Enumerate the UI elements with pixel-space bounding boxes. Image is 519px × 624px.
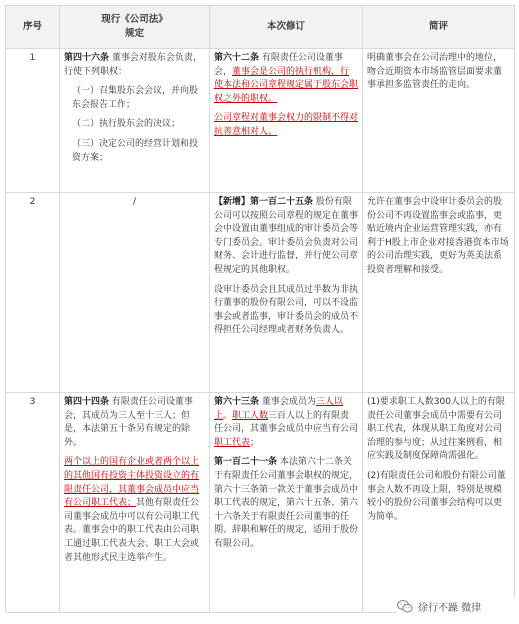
article-text: 股份有限公司可以按照公司章程的规定在董事会中设置由董事组成的审计委员会等专门委员会。审计委员会负责对公司财务、会计进行监督，并行使公司章程规定的其他职权。 — [214, 197, 359, 275]
article-paragraph — [214, 196, 358, 278]
article-text: 三百人以上的有限责任公司，其董事会成员中应当有公司 — [214, 410, 359, 435]
article-text: ； — [250, 437, 260, 448]
article-number: 第一百二十一条 — [214, 457, 278, 468]
article-paragraph — [214, 52, 358, 106]
row-number: 3 — [6, 393, 60, 613]
new-tag: 【新增】 — [214, 197, 251, 207]
article-number: 第四十六条 — [64, 53, 110, 63]
header-current-line1: 现行《公司法》 — [101, 14, 168, 26]
table-header-row — [6, 6, 515, 49]
revised-cell — [210, 393, 363, 613]
current-law-cell — [60, 393, 210, 613]
row-number: 1 — [6, 49, 60, 193]
header-current-line2: 规定 — [124, 28, 144, 39]
list-item: （一）召集股东会会议，并向股东会报告工作； — [72, 86, 199, 110]
revised-cell — [210, 49, 363, 193]
table-row — [6, 49, 515, 193]
article-paragraph — [214, 112, 358, 139]
article-number: 第六十二条 — [214, 53, 260, 63]
article-paragraph — [64, 396, 205, 450]
highlighted-change: 董事会是公司的执行机构，行使本法和公司章程规定属于股东会职权之外的职权。 — [214, 66, 359, 104]
article-paragraph — [214, 396, 358, 450]
highlighted-change: 公司章程对董事会权力的限制不得对抗善意相对人。 — [214, 113, 359, 137]
table-row — [6, 393, 515, 613]
watermark-text: 徐行不躁 微律 — [418, 602, 482, 614]
article-text: 。 — [223, 410, 233, 421]
list-item: （三）决定公司的经营计划和投资方案； — [72, 138, 199, 163]
article-paragraph: 设审计委员会且其成员过半数为非执行董事的股份有限公司，可以不设监事会或者监事，审计委员会的成员不得担任公司经理或者财务负责人。 — [214, 284, 359, 336]
article-text: 有限责任公司设董事会，其成员为三人至十三人；但是，本法第五十条另有规定的除外。 — [64, 397, 193, 448]
article-number: 第六十三条 — [214, 397, 260, 407]
comparison-table — [5, 5, 515, 613]
article-text: 董事会成员为 — [261, 397, 316, 407]
header-comment: 简评 — [363, 6, 515, 49]
comment-cell: 允许在董事会中设审计委员会的股份公司不再设置监事会或监事，更贴近境内企业运营管理实践，亦有利于H股上市企业对接香港资本市场的公司治理实践，更好为英美法系投资者理解和接受。 — [363, 193, 515, 393]
article-text: 董事会对股东会负责，行使下列职权： — [64, 53, 202, 77]
highlighted-change: 职工代表 — [214, 437, 251, 448]
table-row — [6, 193, 515, 393]
article-paragraph — [64, 456, 205, 565]
article-number: 第四十四条 — [64, 397, 110, 407]
highlighted-change: 职工人数 — [232, 410, 269, 421]
header-revised: 本次修订 — [210, 6, 363, 49]
list-item: （二）执行股东会的决议； — [72, 119, 181, 130]
article-text: 有限责任公司设董事会， — [214, 53, 343, 77]
row-number: 2 — [6, 193, 60, 393]
comment-cell: 明确董事会在公司治理中的地位，吻合近期资本市场监管层面要求董事承担多监管责任的走向。 — [363, 49, 515, 193]
revised-cell — [210, 193, 363, 393]
current-law-cell: / — [60, 193, 210, 393]
article-text: 本法第六十二条关于有限责任公司董事会职权的规定，第六十三条第一款关于董事会成员中职工代表的规定，第六十五条、第六十六条关于有限责任公司董事的任期、辞职和解任的规定，适用于股份有限公司。 — [214, 457, 359, 549]
highlighted-change: 三人以上 — [214, 397, 343, 421]
current-law-cell — [60, 49, 210, 193]
header-no: 序号 — [6, 6, 60, 49]
article-number: 第一百二十五条 — [250, 197, 314, 207]
highlighted-change: 两个以上的国有企业或者两个以上的其他国有投资主体投资设立的有限责任公司，其董事会成员中应当有公司职工代表； — [64, 457, 200, 509]
header-current-law — [60, 6, 210, 49]
comment-paragraph: (2)有限责任公司和股份有限公司董事会人数不再设上限，特别是规模较小的股份公司董事会结构可以更为简单。 — [367, 470, 506, 522]
watermark — [397, 597, 515, 615]
article-paragraph — [64, 52, 205, 79]
comment-cell — [363, 393, 515, 613]
article-text: 其他有限责任公司董事会成员中可以有公司职工代表。董事会中的职工代表由公司职工通过职工代表大会、职工大会或者其他形式民主选举产生。 — [64, 498, 200, 563]
article-paragraph — [214, 456, 358, 551]
comment-paragraph: (1)要求职工人数300人以上的有限责任公司董事会成员中需要有公司职工代表，体现从职工角度对公司治理的参与度；从过往案例看，相应实践及制度保障尚需强化。 — [367, 397, 505, 462]
wechat-icon — [397, 600, 413, 613]
